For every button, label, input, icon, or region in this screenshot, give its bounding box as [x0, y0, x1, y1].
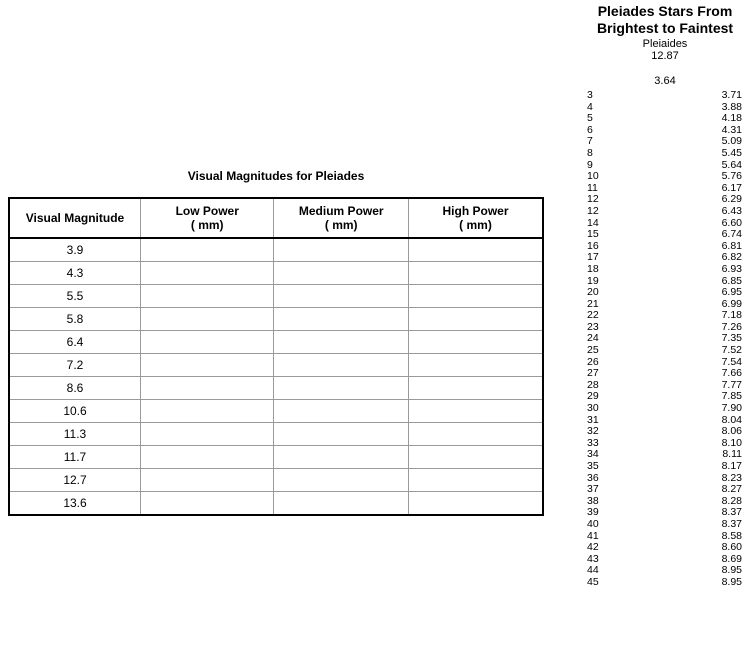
- list-item: [585, 345, 745, 357]
- list-item: [585, 565, 745, 577]
- cell-visual-magnitude: 10.6: [9, 400, 140, 423]
- star-rank: 12: [587, 204, 599, 217]
- star-magnitude: 8.95: [721, 575, 742, 588]
- star-rank: 25: [587, 344, 599, 357]
- star-rank: 41: [587, 529, 599, 542]
- list-item: [585, 160, 745, 172]
- list-item: [585, 368, 745, 380]
- list-item: [585, 403, 745, 415]
- star-magnitude: 6.43: [721, 204, 742, 217]
- star-magnitude: 7.54: [721, 355, 742, 368]
- star-rank: 22: [587, 309, 599, 322]
- list-item: [585, 194, 745, 206]
- table-row: [9, 469, 543, 492]
- cell-low-power[interactable]: [140, 354, 274, 377]
- list-item: [585, 542, 745, 554]
- star-rank: 23: [587, 320, 599, 333]
- cell-visual-magnitude: 11.7: [9, 446, 140, 469]
- list-item: [585, 415, 745, 427]
- star-rank: 17: [587, 251, 599, 264]
- star-rank: 44: [587, 564, 599, 577]
- star-magnitude: 8.60: [721, 541, 742, 554]
- cell-medium-power[interactable]: [274, 331, 409, 354]
- cell-visual-magnitude: 6.4: [9, 331, 140, 354]
- list-item: [585, 206, 745, 218]
- table-row: [9, 285, 543, 308]
- list-item: [585, 229, 745, 241]
- star-rank: 20: [587, 286, 599, 299]
- cell-low-power[interactable]: [140, 285, 274, 308]
- list-item: [585, 264, 745, 276]
- table-row: [9, 423, 543, 446]
- cell-low-power[interactable]: [140, 423, 274, 446]
- cell-high-power[interactable]: [408, 446, 543, 469]
- table-row: [9, 331, 543, 354]
- cell-medium-power[interactable]: [274, 354, 409, 377]
- list-item: [585, 287, 745, 299]
- star-magnitude: 8.17: [721, 460, 742, 472]
- star-magnitude: 6.17: [721, 181, 742, 194]
- star-rank: 45: [587, 575, 599, 588]
- star-magnitude: 8.06: [721, 425, 742, 438]
- list-item: [585, 310, 745, 322]
- list-item: [585, 507, 745, 519]
- star-rank: 32: [587, 425, 599, 438]
- cell-high-power[interactable]: [408, 238, 543, 262]
- list-item: [585, 473, 745, 485]
- star-rank: 42: [587, 541, 599, 554]
- list-item: [585, 102, 745, 114]
- star-rank: 16: [587, 239, 599, 252]
- cell-low-power[interactable]: [140, 469, 274, 492]
- list-item: [585, 218, 745, 230]
- star-rank: 6: [587, 123, 593, 136]
- cell-low-power[interactable]: [140, 446, 274, 469]
- cell-low-power[interactable]: [140, 377, 274, 400]
- star-magnitude: 6.95: [721, 286, 742, 299]
- star-rank: 34: [587, 448, 599, 461]
- star-magnitude: 8.04: [721, 413, 742, 426]
- cell-medium-power[interactable]: [274, 423, 409, 446]
- cell-high-power[interactable]: [408, 308, 543, 331]
- list-item: [585, 113, 745, 125]
- star-rank: 10: [587, 170, 599, 183]
- cell-visual-magnitude: 7.2: [9, 354, 140, 377]
- table-row: [9, 262, 543, 285]
- star-magnitude: 8.95: [721, 564, 742, 577]
- list-item: [585, 252, 745, 264]
- header-medium-power: Medium Power ( mm): [274, 198, 409, 238]
- cell-high-power[interactable]: [408, 354, 543, 377]
- list-item: [585, 531, 745, 543]
- header-unit: ( mm): [190, 218, 224, 232]
- star-magnitude: 4.18: [721, 112, 742, 125]
- star-list-subtitle: Pleiaides: [642, 38, 688, 50]
- star-magnitude: 6.74: [721, 228, 742, 241]
- star-rank: 9: [587, 158, 593, 171]
- star-rank: 19: [587, 274, 599, 287]
- star-rank: 4: [587, 100, 593, 113]
- table-row: [9, 446, 543, 469]
- cell-high-power[interactable]: [408, 331, 543, 354]
- star-rank: 43: [587, 552, 599, 565]
- star-rank: 40: [587, 517, 599, 530]
- list-item: [585, 241, 745, 253]
- star-magnitude: 5.09: [721, 135, 742, 148]
- star-magnitude: 8.28: [721, 494, 742, 507]
- star-rank: 28: [587, 378, 599, 391]
- cell-visual-magnitude: 5.5: [9, 285, 140, 308]
- star-magnitude: 8.11: [722, 448, 742, 461]
- star-rank: 11: [587, 181, 598, 194]
- list-item: [585, 125, 745, 137]
- star-rank: 3: [587, 89, 593, 101]
- cell-visual-magnitude: 12.7: [9, 469, 140, 492]
- list-item: [585, 357, 745, 369]
- star-rank: 37: [587, 483, 599, 496]
- star-rank: 30: [587, 402, 599, 415]
- cell-high-power[interactable]: [408, 377, 543, 400]
- star-rank: 21: [587, 297, 599, 310]
- star-rank: 24: [587, 332, 599, 345]
- list-item: [585, 322, 745, 334]
- cell-medium-power[interactable]: [274, 262, 409, 285]
- star-magnitude: 7.52: [721, 344, 742, 357]
- star-magnitude: 6.29: [721, 193, 742, 206]
- list-item: [585, 554, 745, 566]
- cell-high-power[interactable]: [408, 285, 543, 308]
- star-magnitude: 3.88: [721, 100, 742, 113]
- cell-medium-power[interactable]: [274, 285, 409, 308]
- cell-visual-magnitude: 5.8: [9, 308, 140, 331]
- star-magnitude: 7.90: [721, 402, 742, 415]
- cell-visual-magnitude: 11.3: [9, 423, 140, 446]
- star-magnitude: 8.10: [721, 436, 742, 449]
- star-list-first-mag: 3.64: [654, 75, 676, 87]
- cell-high-power[interactable]: [408, 262, 543, 285]
- cell-visual-magnitude: 3.9: [9, 238, 140, 262]
- star-magnitude: 6.99: [721, 297, 742, 310]
- cell-visual-magnitude: 8.6: [9, 377, 140, 400]
- list-item: [585, 519, 745, 531]
- cell-low-power[interactable]: [140, 400, 274, 423]
- star-rank: 33: [587, 436, 599, 449]
- star-magnitude: 7.66: [721, 367, 742, 380]
- star-rank: 8: [587, 146, 593, 159]
- star-magnitude: 6.81: [721, 239, 742, 252]
- star-rank: 38: [587, 494, 599, 507]
- cell-high-power[interactable]: [408, 469, 543, 492]
- list-item: [585, 484, 745, 496]
- cell-high-power[interactable]: [408, 423, 543, 446]
- star-list-title: Pleiades Stars From Brightest to Faintest: [596, 3, 734, 36]
- cell-low-power[interactable]: [140, 238, 274, 262]
- table-row: [9, 354, 543, 377]
- star-magnitude: 8.69: [721, 552, 742, 565]
- star-rank: 12: [587, 193, 599, 206]
- star-magnitude: 8.23: [721, 471, 742, 484]
- star-rank: 14: [587, 216, 599, 229]
- table-row: [9, 308, 543, 331]
- star-list-subvalue: 12.87: [651, 50, 679, 62]
- star-magnitude: 8.27: [721, 483, 742, 496]
- star-magnitude: 8.37: [721, 517, 742, 530]
- table-row: [9, 377, 543, 400]
- star-magnitude: 7.85: [721, 390, 742, 403]
- star-rank: 7: [587, 135, 593, 148]
- list-item: [585, 449, 745, 461]
- cell-medium-power[interactable]: [274, 238, 409, 262]
- list-item: [585, 461, 745, 473]
- list-item: [585, 90, 745, 102]
- star-magnitude: 7.26: [721, 320, 742, 333]
- star-rank: 15: [587, 228, 599, 241]
- table-title: Visual Magnitudes for Pleiades: [187, 169, 365, 183]
- list-item: [585, 299, 745, 311]
- star-magnitude: 3.71: [721, 89, 742, 101]
- cell-low-power[interactable]: [140, 331, 274, 354]
- cell-medium-power[interactable]: [274, 469, 409, 492]
- star-magnitude: 8.58: [721, 529, 742, 542]
- cell-high-power[interactable]: [408, 400, 543, 423]
- list-item: [585, 148, 745, 160]
- star-magnitude: 4.31: [721, 123, 742, 136]
- cell-low-power[interactable]: [140, 262, 274, 285]
- star-rank: 29: [587, 390, 599, 403]
- magnitudes-table: [8, 197, 544, 516]
- cell-medium-power[interactable]: [274, 308, 409, 331]
- star-magnitude: 5.64: [721, 158, 742, 171]
- star-rank: 31: [587, 413, 599, 426]
- star-magnitude: 6.82: [721, 251, 742, 264]
- star-rank: 5: [587, 112, 593, 125]
- list-item: [585, 426, 745, 438]
- cell-medium-power[interactable]: [274, 400, 409, 423]
- star-magnitude: 5.76: [721, 170, 742, 183]
- header-low-power: Low Power ( mm): [140, 198, 274, 238]
- list-item: [585, 183, 745, 195]
- header-high-power: High Power ( mm): [408, 198, 543, 238]
- cell-high-power[interactable]: [408, 492, 543, 516]
- list-item: [585, 391, 745, 403]
- cell-medium-power[interactable]: [274, 492, 409, 516]
- star-rank: 27: [587, 367, 599, 380]
- star-rank: 36: [587, 471, 599, 484]
- header-unit: ( mm): [324, 218, 358, 232]
- list-item: [585, 577, 745, 589]
- star-magnitude: 7.18: [721, 309, 742, 322]
- star-rank: 35: [587, 460, 599, 472]
- list-item: [585, 333, 745, 345]
- star-magnitude: 7.77: [721, 378, 742, 391]
- table-row: [9, 492, 543, 516]
- star-magnitude: 6.93: [721, 262, 742, 275]
- star-magnitude: 8.37: [721, 506, 742, 519]
- list-item: [585, 496, 745, 508]
- cell-medium-power[interactable]: [274, 377, 409, 400]
- list-item: [585, 380, 745, 392]
- list-item: [585, 136, 745, 148]
- table-row: [9, 238, 543, 262]
- header-unit: ( mm): [459, 218, 492, 232]
- list-item: [585, 438, 745, 450]
- header-visual-magnitude: Visual Magnitude: [9, 198, 140, 238]
- cell-visual-magnitude: 13.6: [9, 492, 140, 516]
- list-item: [585, 276, 745, 288]
- table-row: [9, 400, 543, 423]
- list-item: [585, 171, 745, 183]
- star-rank: 18: [587, 262, 599, 275]
- star-magnitude: 6.85: [721, 274, 742, 287]
- star-rank: 39: [587, 506, 599, 519]
- cell-visual-magnitude: 4.3: [9, 262, 140, 285]
- star-magnitude: 5.45: [721, 146, 742, 159]
- table-header-row: [9, 198, 543, 238]
- star-magnitude: 6.60: [721, 216, 742, 229]
- cell-medium-power[interactable]: [274, 446, 409, 469]
- star-list: [585, 90, 745, 589]
- cell-low-power[interactable]: [140, 492, 274, 516]
- star-rank: 26: [587, 355, 599, 368]
- cell-low-power[interactable]: [140, 308, 274, 331]
- star-magnitude: 7.35: [721, 332, 742, 345]
- star-list-panel: [585, 0, 745, 588]
